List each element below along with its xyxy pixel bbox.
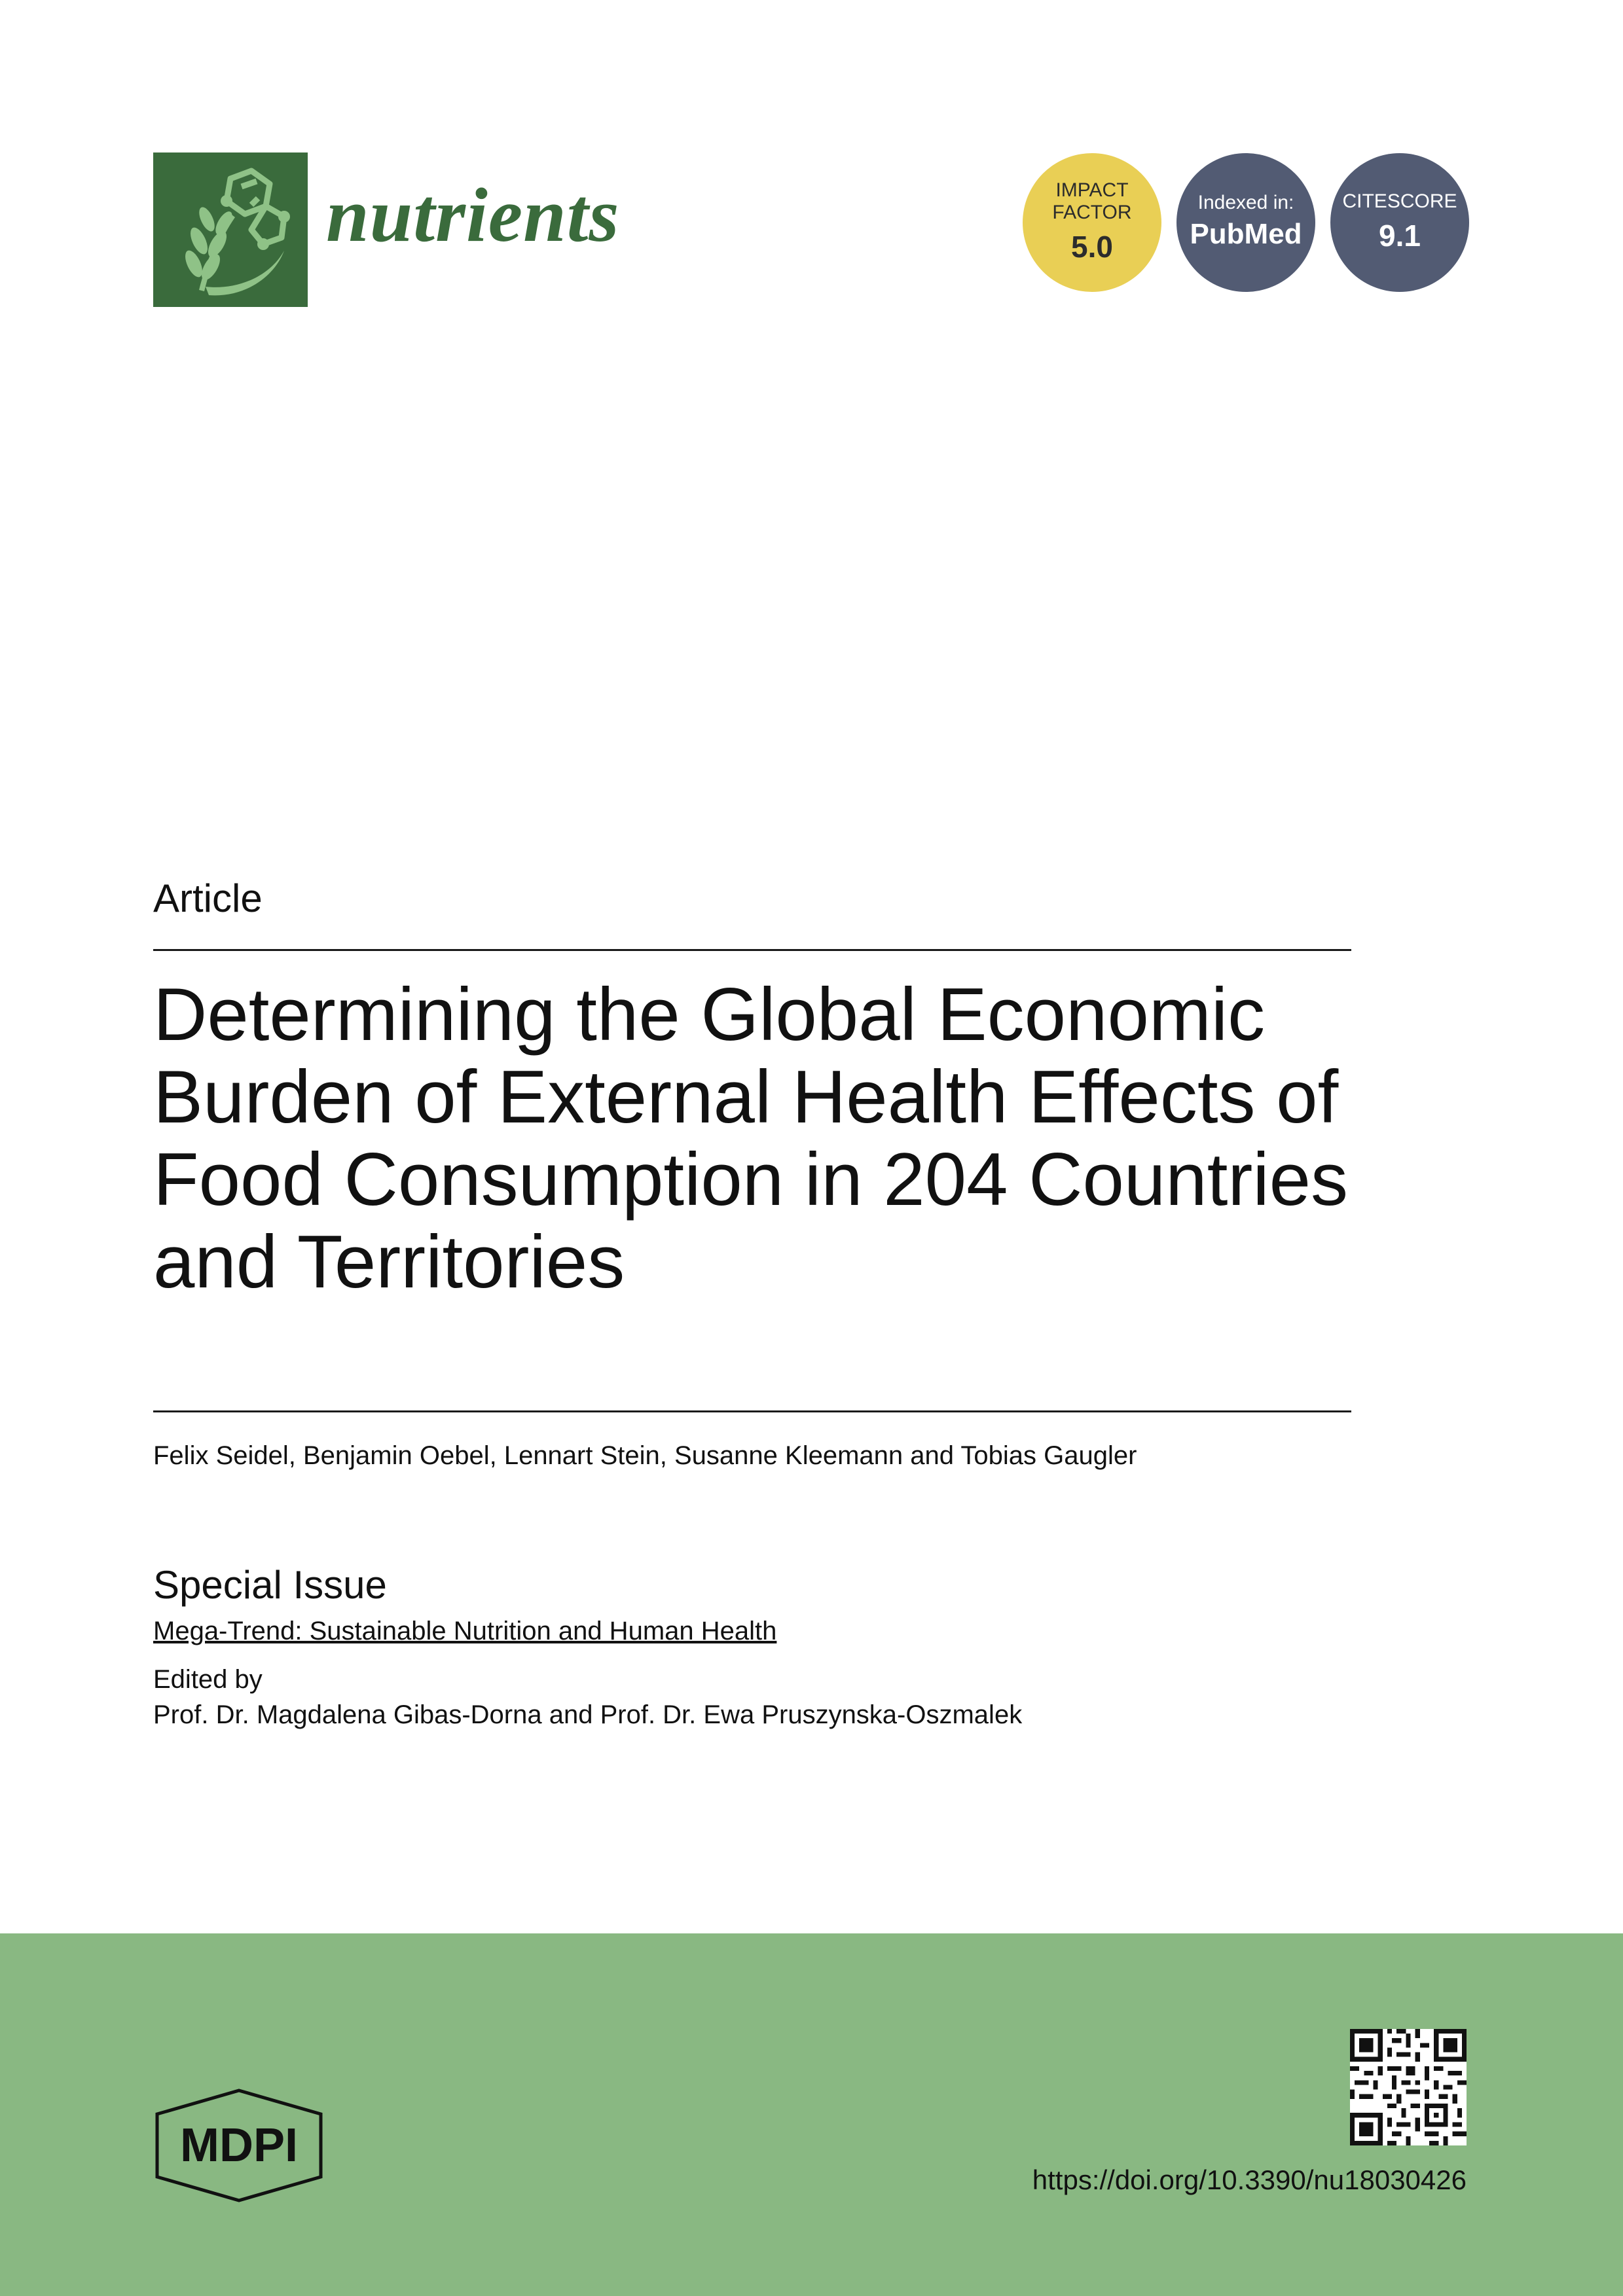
doi-link[interactable]: https://doi.org/10.3390/nu18030426 xyxy=(1032,2164,1467,2195)
author-list: Felix Seidel, Benjamin Oebel, Lennart Stein, Susanne Kleemann and Tobias Gaugler xyxy=(153,1441,1137,1470)
impact-factor-label-line1: IMPACT xyxy=(1055,179,1129,201)
title-divider-top xyxy=(153,949,1351,951)
nutrients-logo-icon xyxy=(153,152,308,307)
citescore-value: 9.1 xyxy=(1379,219,1421,253)
special-issue-link[interactable]: Mega-Trend: Sustainable Nutrition and Human Health xyxy=(153,1617,777,1645)
title-divider-bottom xyxy=(153,1410,1351,1412)
pubmed-badge[interactable] xyxy=(1176,153,1315,292)
mdpi-logo-icon[interactable] xyxy=(153,2088,325,2203)
impact-factor-label-line2: FACTOR xyxy=(1052,202,1132,223)
article-type: Article xyxy=(153,876,263,920)
citescore-badge[interactable] xyxy=(1330,153,1469,292)
article-title: Determining the Global Economic Burden of External Health Effects of Food Consumption in 204 Countries and Territories xyxy=(153,973,1349,1304)
pubmed-value: PubMed xyxy=(1190,218,1302,250)
citescore-label: CITESCORE xyxy=(1342,190,1457,212)
mdpi-logo-text: MDPI xyxy=(180,2119,298,2172)
impact-factor-badge[interactable] xyxy=(1023,153,1161,292)
impact-factor-value: 5.0 xyxy=(1071,230,1113,264)
journal-name: nutrients xyxy=(326,172,620,258)
editor-list: Prof. Dr. Magdalena Gibas-Dorna and Prof. Dr. Ewa Pruszynska-Oszmalek xyxy=(153,1700,1023,1729)
edited-by-label: Edited by xyxy=(153,1665,263,1694)
qr-code-icon[interactable] xyxy=(1350,2029,1467,2145)
special-issue-heading: Special Issue xyxy=(153,1563,387,1607)
pubmed-label: Indexed in: xyxy=(1197,192,1294,213)
